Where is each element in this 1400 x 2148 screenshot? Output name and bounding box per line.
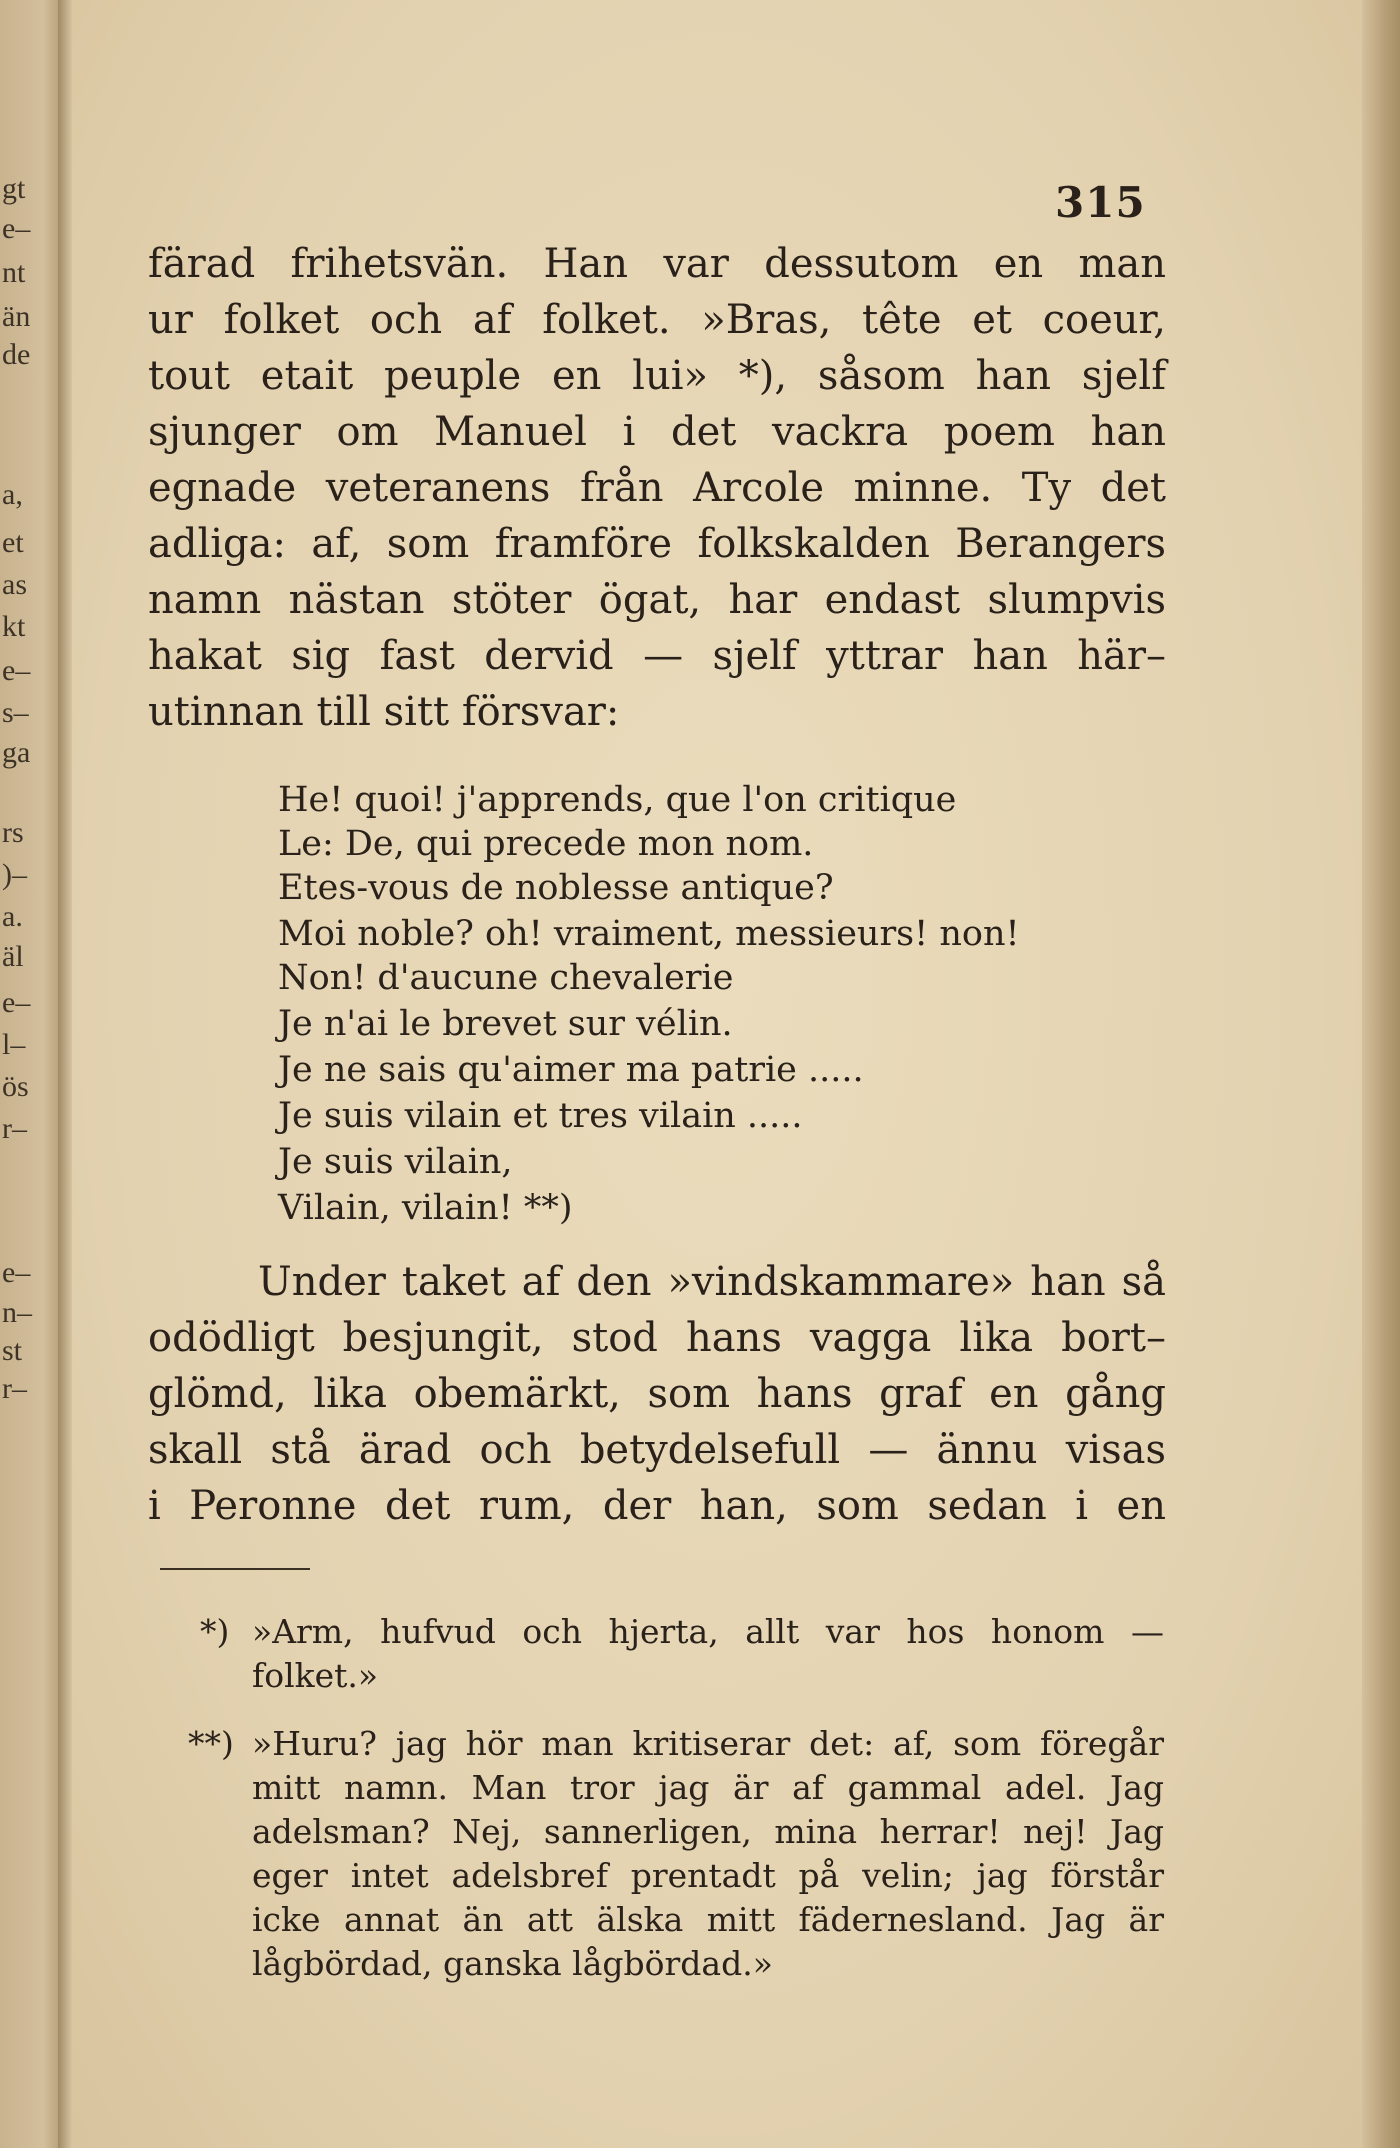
body-line: tout etait peuple en lui» *), såsom han sjelf	[148, 353, 1166, 399]
prev-page-fragment: e–	[2, 212, 31, 245]
footnote-line: mitt namn. Man tror jag är af gammal adel. Jag	[252, 1768, 1164, 1807]
prev-page-fragment: ös	[2, 1070, 29, 1103]
prev-page-fragment: n–	[2, 1296, 32, 1329]
prev-page-fragment: r–	[2, 1112, 27, 1145]
verse-line: Moi noble? oh! vraiment, messieurs! non!	[278, 914, 1020, 954]
page-edge-right	[1362, 0, 1400, 2148]
body-line: utinnan till sitt försvar:	[148, 689, 620, 735]
prev-page-fragment: e–	[2, 1256, 31, 1289]
footnote-mark: *)	[200, 1612, 230, 1651]
prev-page-fragment: än	[2, 300, 31, 333]
body-line: sjunger om Manuel i det vackra poem han	[148, 409, 1166, 455]
footnote-line: icke annat än att älska mitt fädernesland. Jag är	[252, 1900, 1164, 1939]
prev-page-fragment: de	[2, 338, 31, 371]
body-line-text: Under taket af den »vindskammare» han så	[258, 1259, 1166, 1305]
verse-line: Vilain, vilain! **)	[278, 1188, 573, 1228]
prev-page-fragment: rs	[2, 816, 24, 849]
body-line: färad frihetsvän. Han var dessutom en man	[148, 241, 1166, 287]
verse-line: Je suis vilain et tres vilain .....	[278, 1096, 803, 1136]
body-line: ur folket och af folket. »Bras, tête et coeur,	[148, 297, 1166, 343]
prev-page-fragment: kt	[2, 610, 26, 643]
footnote-line: adelsman? Nej, sannerligen, mina herrar! nej! Jag	[252, 1812, 1164, 1851]
footnote-line: folket.»	[252, 1656, 379, 1695]
verse-line: He! quoi! j'apprends, que l'on critique	[278, 780, 957, 820]
prev-page-fragment: a.	[2, 900, 23, 933]
body-line: namn nästan stöter ögat, har endast slumpvis	[148, 577, 1166, 623]
body-line: odödligt besjungit, stod hans vagga lika bort–	[148, 1315, 1166, 1361]
footnote-mark: **)	[188, 1724, 234, 1763]
body-line: i Peronne det rum, der han, som sedan i en	[148, 1483, 1166, 1529]
footnote-line: »Arm, hufvud och hjerta, allt var hos honom —	[252, 1612, 1164, 1651]
footnote-line: eger intet adelsbref prentadt på velin; jag förstår	[252, 1856, 1164, 1895]
footnote-line: lågbördad, ganska lågbördad.»	[252, 1944, 773, 1983]
verse-line: Le: De, qui precede mon nom.	[278, 824, 814, 864]
prev-page-fragment: )–	[2, 858, 27, 891]
body-line: egnade veteranens från Arcole minne. Ty det	[148, 465, 1166, 511]
body-line: skall stå ärad och betydelsefull — ännu visas	[148, 1427, 1166, 1473]
page-number: 315	[1055, 178, 1146, 227]
footnote-line: »Huru? jag hör man kritiserar det: af, som föregår	[252, 1724, 1164, 1763]
prev-page-fragment: äl	[2, 940, 24, 973]
body-line: hakat sig fast dervid — sjelf yttrar han här–	[148, 633, 1166, 679]
body-line: adliga: af, som framföre folkskalden Berangers	[148, 521, 1166, 567]
verse-line: Non! d'aucune chevalerie	[278, 958, 734, 998]
prev-page-fragment: e–	[2, 654, 31, 687]
prev-page-fragment: as	[2, 568, 27, 601]
prev-page-fragment: ga	[2, 736, 31, 769]
prev-page-fragment: nt	[2, 256, 26, 289]
verse-line: Je suis vilain,	[278, 1142, 513, 1182]
verse-line: Etes-vous de noblesse antique?	[278, 868, 834, 908]
prev-page-fragment: a,	[2, 478, 23, 511]
prev-page-fragment: gt	[2, 172, 26, 205]
prev-page-fragment: l–	[2, 1028, 26, 1061]
prev-page-fragment: et	[2, 526, 24, 559]
prev-page-fragment: s–	[2, 696, 29, 729]
footnote-rule	[160, 1568, 310, 1570]
prev-page-fragment: r–	[2, 1372, 27, 1405]
prev-page-fragment: st	[2, 1334, 23, 1367]
body-line	[148, 1254, 1166, 1310]
book-gutter	[58, 0, 72, 2148]
verse-line: Je n'ai le brevet sur vélin.	[278, 1004, 733, 1044]
previous-page-edge	[0, 0, 62, 2148]
prev-page-fragment: e–	[2, 986, 31, 1019]
verse-line: Je ne sais qu'aimer ma patrie .....	[278, 1050, 864, 1090]
body-line: glömd, lika obemärkt, som hans graf en gång	[148, 1371, 1166, 1417]
